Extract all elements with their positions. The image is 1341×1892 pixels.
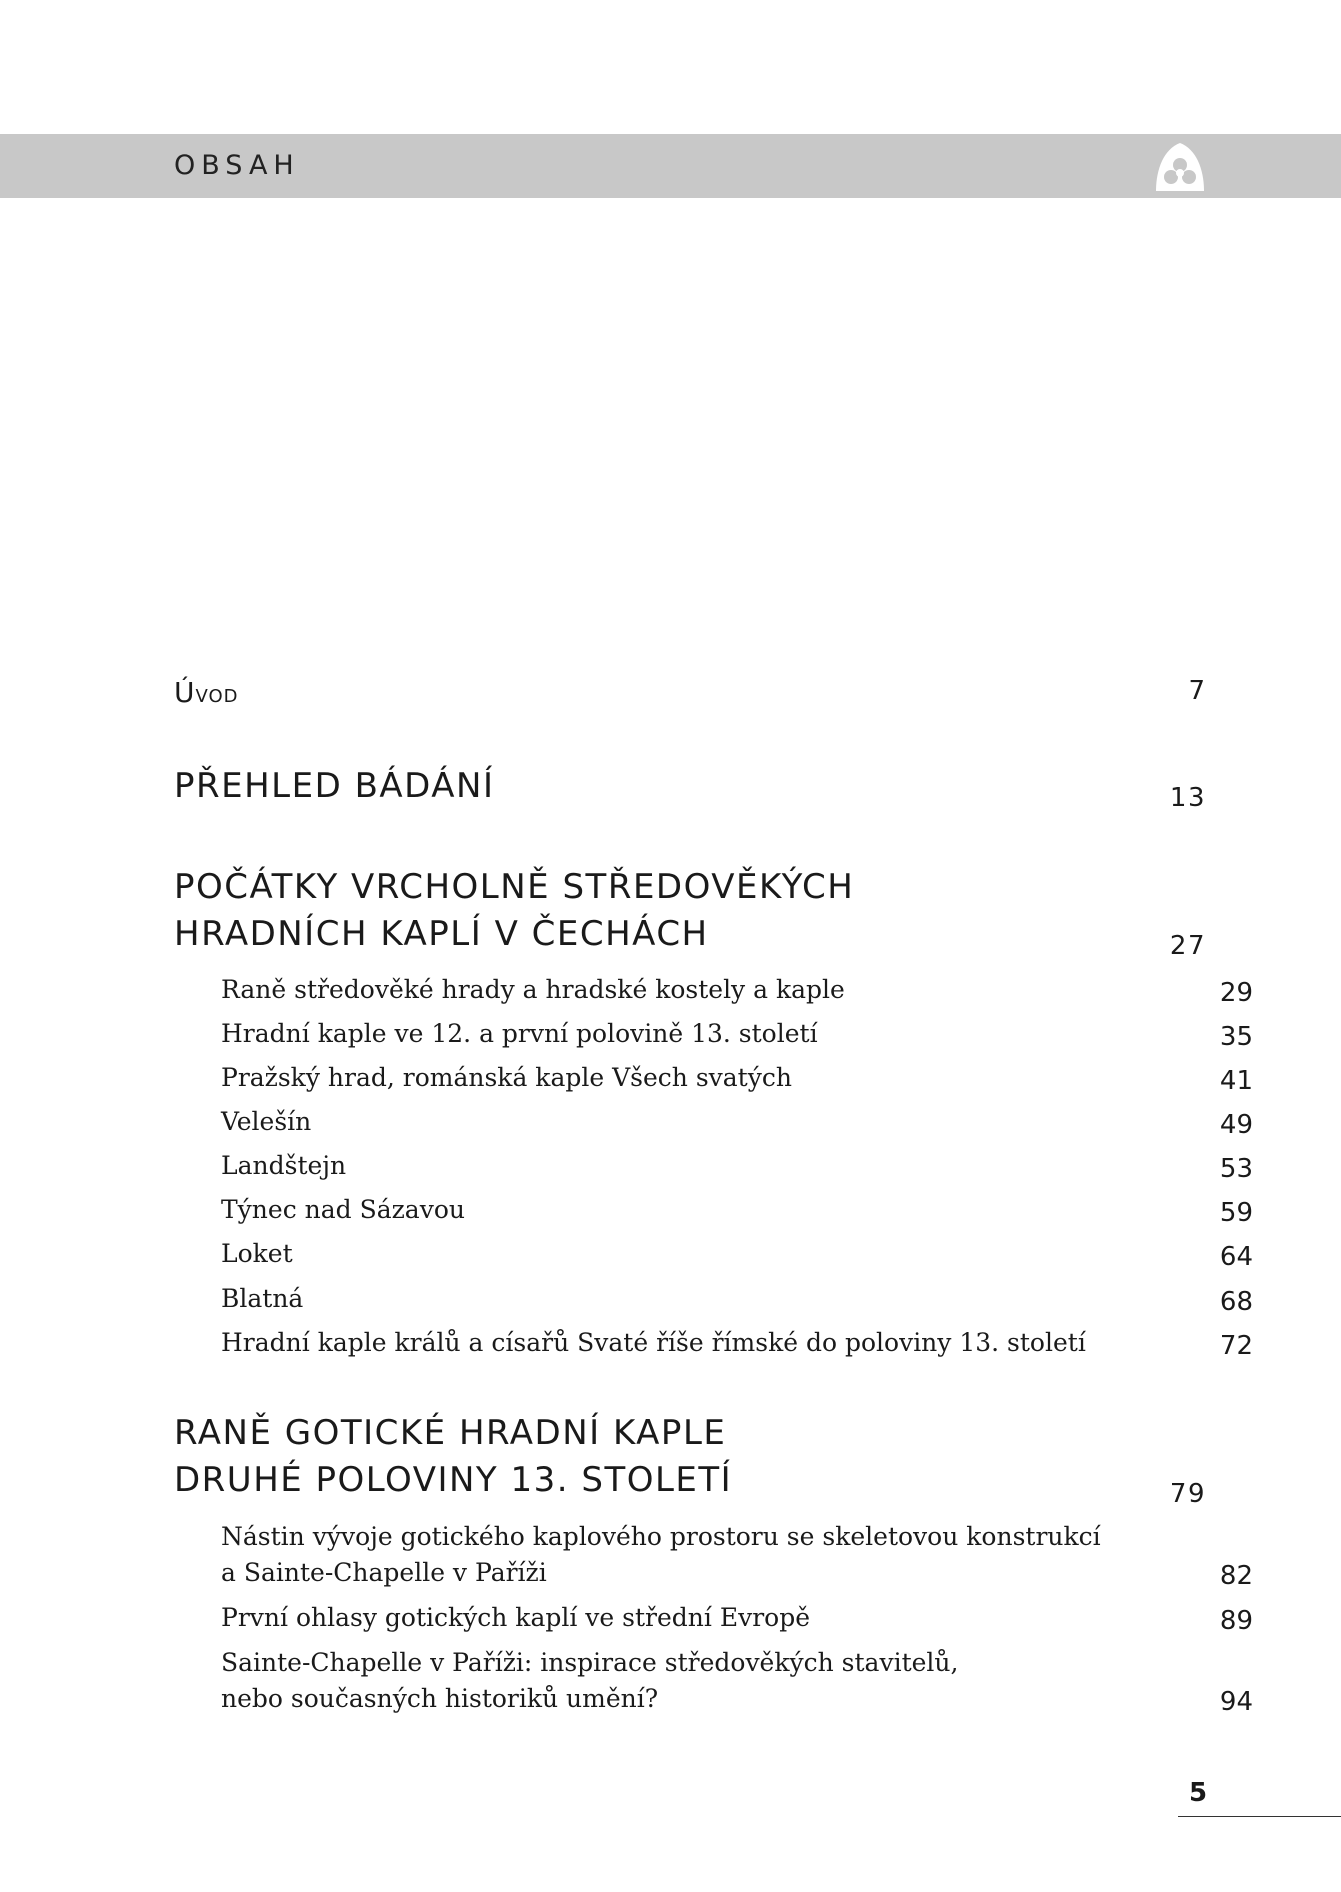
toc-entry-title: Hradní kaple ve 12. a první polovině 13. století: [221, 1019, 818, 1048]
toc-entry[interactable]: [174, 972, 1253, 1008]
toc-entry-title: a Sainte-Chapelle v Paříži: [221, 1558, 547, 1587]
toc-entry[interactable]: [174, 1148, 1253, 1184]
toc-entry-title: nebo současných historiků umění?: [221, 1684, 659, 1713]
toc-entry[interactable]: [174, 1104, 1253, 1140]
toc-entry[interactable]: [174, 1236, 1253, 1272]
toc-entry[interactable]: [174, 1645, 1253, 1717]
chapter-title-line: POČÁTKY VRCHOLNĚ STŘEDOVĚKÝCH: [174, 867, 855, 907]
toc-page-number: 59: [1219, 1198, 1253, 1228]
toc-entry[interactable]: [174, 1519, 1253, 1591]
toc-page-number: 13: [1169, 783, 1206, 813]
toc-page-number: 41: [1219, 1066, 1253, 1096]
toc-page-number: 89: [1219, 1606, 1253, 1636]
toc-entry-title: Sainte-Chapelle v Paříži: inspirace středověkých stavitelů,: [221, 1648, 959, 1677]
toc-page-number: 49: [1219, 1110, 1253, 1140]
toc-entry[interactable]: [174, 1600, 1253, 1636]
toc-chapter[interactable]: [174, 864, 1206, 961]
toc-page-number: 72: [1219, 1331, 1253, 1361]
toc-entry-title: Blatná: [221, 1284, 304, 1313]
toc-chapter[interactable]: [174, 763, 1206, 813]
toc-entry[interactable]: [174, 1060, 1253, 1096]
toc-entry-title: Raně středověké hrady a hradské kostely a kaple: [221, 975, 845, 1004]
toc-entry[interactable]: [174, 1192, 1253, 1228]
page-number: 5: [1189, 1778, 1208, 1808]
toc-page-number: 94: [1219, 1687, 1253, 1717]
toc-page-number: 68: [1219, 1287, 1253, 1317]
toc-entry-title: Nástin vývoje gotického kaplového prostoru se skeletovou konstrukcí: [221, 1522, 1101, 1551]
chapter-title-line: DRUHÉ POLOVINY 13. STOLETÍ: [174, 1460, 733, 1500]
trefoil-icon: [1152, 139, 1208, 195]
toc-page-number: 35: [1219, 1022, 1253, 1052]
toc-entry-title: První ohlasy gotických kaplí ve střední Evropě: [221, 1603, 811, 1632]
chapter-title-line: RANĚ GOTICKÉ HRADNÍ KAPLE: [174, 1413, 727, 1453]
chapter-title-line: HRADNÍCH KAPLÍ V ČECHÁCH: [174, 914, 709, 954]
toc-entry-title: Pražský hrad, románská kaple Všech svatých: [221, 1063, 792, 1092]
toc-page-number: 79: [1169, 1479, 1206, 1509]
toc-entry-intro[interactable]: [174, 676, 1206, 712]
toc-entry-title: Landštejn: [221, 1151, 347, 1180]
toc-chapter[interactable]: [174, 1410, 1206, 1509]
toc-page-number: 29: [1219, 978, 1253, 1008]
toc-entry[interactable]: [174, 1016, 1253, 1052]
toc-intro-rest: vod: [195, 679, 239, 709]
toc-entry-title: Hradní kaple králů a císařů Svaté říše římské do poloviny 13. století: [221, 1328, 1086, 1357]
folio-rule: [1178, 1816, 1341, 1817]
toc-entry-title: Loket: [221, 1239, 293, 1268]
chapter-title-line: PŘEHLED BÁDÁNÍ: [174, 766, 495, 806]
page-title: OBSAH: [174, 150, 300, 181]
toc-entry-title: Týnec nad Sázavou: [221, 1195, 465, 1224]
toc-entry[interactable]: [174, 1325, 1253, 1361]
toc-entry[interactable]: [174, 1281, 1253, 1317]
toc-page-number: 27: [1169, 931, 1206, 961]
toc-page-number: 82: [1219, 1561, 1253, 1591]
toc-page-number: 7: [1188, 676, 1206, 706]
toc-page-number: 53: [1219, 1154, 1253, 1184]
toc-intro-initial: Ú: [174, 676, 196, 709]
toc-page-number: 64: [1219, 1242, 1253, 1272]
toc-entry-title: Velešín: [221, 1107, 312, 1136]
